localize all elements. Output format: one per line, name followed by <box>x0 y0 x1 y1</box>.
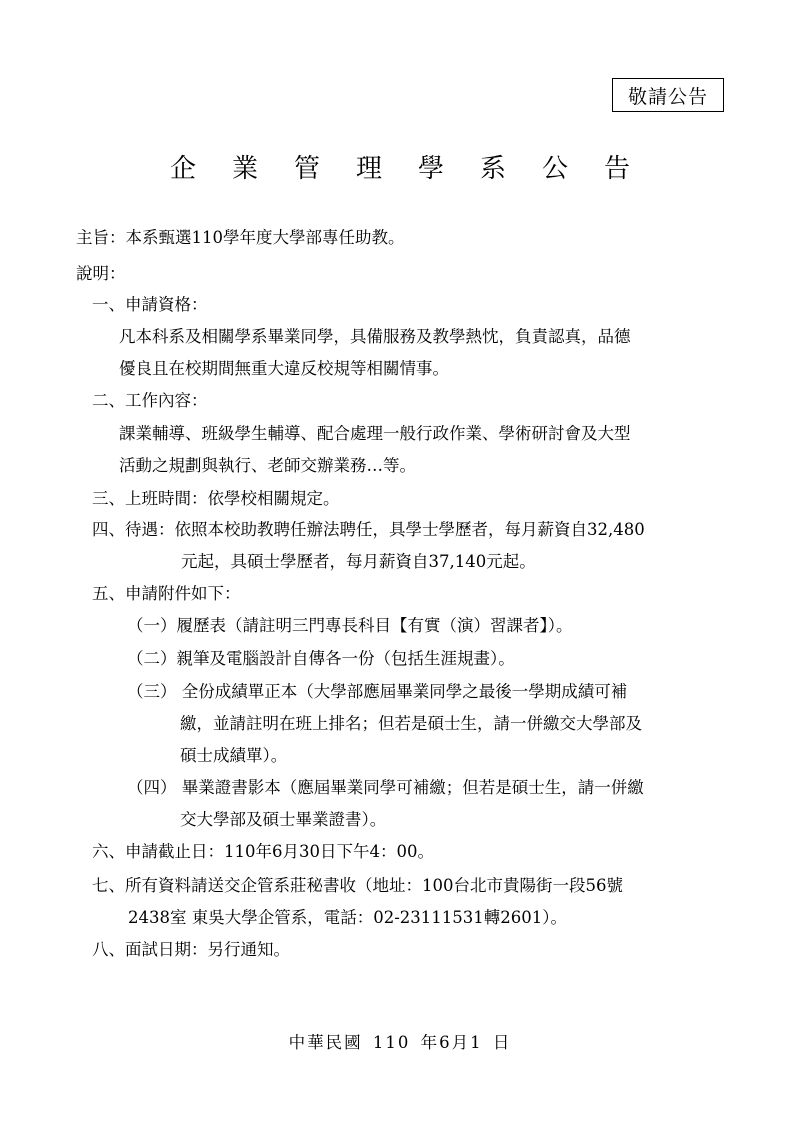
notice-tag: 敬請公告 <box>612 78 724 112</box>
attachment-1: （一）履歷表（請註明三門專長科目【有實（演）習課者】）。 <box>127 616 573 635</box>
explanation-label: 說明： <box>76 264 126 283</box>
subject-line: 主旨：本系甄選110學年度大學部專任助教。 <box>76 228 405 247</box>
attachment-3-line-3: 碩士成績單）。 <box>180 746 288 765</box>
attachment-2: （二）親筆及電腦設計自傳各一份（包括生涯規畫）。 <box>127 649 515 668</box>
item-1-line-2: 優良且在校期間無重大違反校規等相關情事。 <box>119 359 449 378</box>
item-2-line-1: 課業輔導、班級學生輔導、配合處理一般行政作業、學術研討會及大型 <box>119 424 631 443</box>
item-4-line-2: 元起，具碩士學歷者，每月薪資自37,140元起。 <box>181 552 536 571</box>
item-6: 六、申請截止日：110年6月30日下午4：00。 <box>92 842 434 861</box>
item-7-line-2: 2438室 東吳大學企管系，電話：02-23111531轉2601）。 <box>128 908 568 927</box>
item-2-heading: 二、工作內容： <box>92 391 208 410</box>
attachment-4-line-1: （四） 畢業證書影本（應屆畢業同學可補繳；但若是碩士生，請一併繳 <box>127 778 644 797</box>
attachment-3-line-1: （三） 全份成績單正本（大學部應屆畢業同學之最後一學期成績可補 <box>127 682 628 701</box>
issue-date: 中華民國 110 年6月1 日 <box>288 1033 512 1052</box>
item-3: 三、上班時間：依學校相關規定。 <box>92 489 340 508</box>
page-title: 企業管理學系公告 <box>169 154 666 184</box>
item-7-line-1: 七、所有資料請送交企管系莊秘書收（地址：100台北市貴陽街一段56號 <box>92 876 623 895</box>
item-8: 八、面試日期：另行通知。 <box>92 940 290 959</box>
item-1-line-1: 凡本科系及相關學系畢業同學，具備服務及教學熱忱，負責認真，品德 <box>119 327 631 346</box>
item-4-line-1: 四、待遇：依照本校助教聘任辦法聘任，具學士學歷者，每月薪資自32,480 <box>92 520 645 539</box>
item-1-heading: 一、申請資格： <box>92 295 208 314</box>
attachment-4-line-2: 交大學部及碩士畢業證書）。 <box>180 810 387 829</box>
item-5-heading: 五、申請附件如下： <box>92 584 241 603</box>
item-2-line-2: 活動之規劃與執行、老師交辦業務…等。 <box>119 456 416 475</box>
attachment-3-line-2: 繳，並請註明在班上排名；但若是碩士生，請一併繳交大學部及 <box>180 714 642 733</box>
